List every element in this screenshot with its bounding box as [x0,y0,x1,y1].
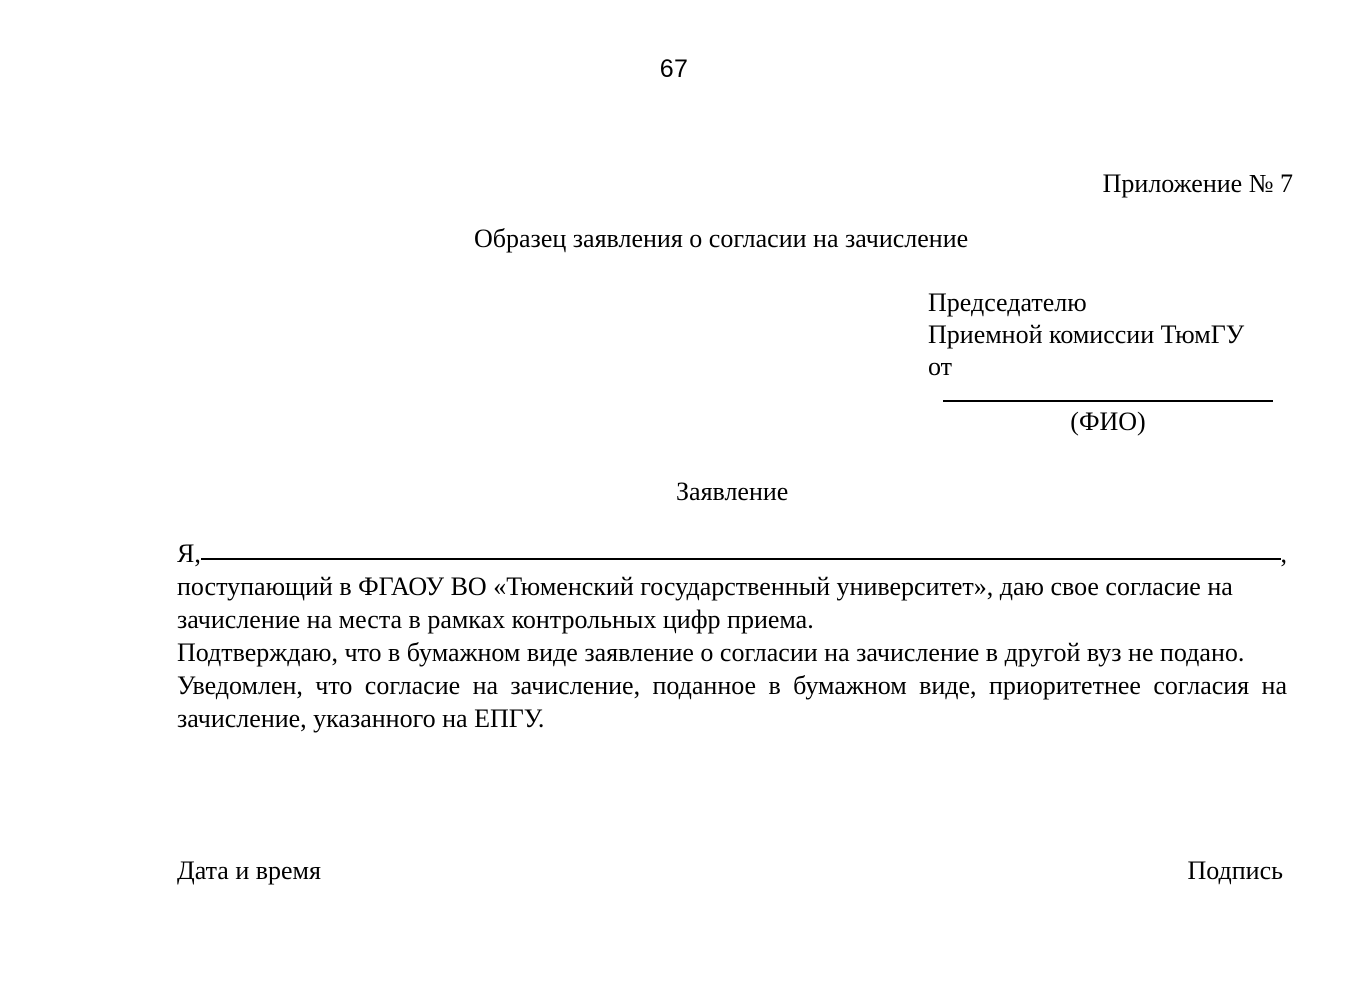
applicant-name-lead: Я, [177,539,201,568]
page-number: 67 [659,55,689,83]
document-body [177,536,1287,735]
statement-heading: Заявление [676,477,789,506]
body-paragraph-consent: поступающий в ФГАОУ ВО «Тюменский государственный университет», даю свое согласие на зачисление на места в рамках контрольных цифр приема. [177,572,1233,634]
addressee-line-commission: Приемной комиссии ТюмГУ [928,320,1245,349]
applicant-name-trail: , [1280,539,1287,568]
applicant-name-line [177,536,1287,570]
fio-block [943,400,1273,438]
addressee-line-from: от [928,352,953,381]
body-paragraph-notice: Уведомлен, что согласие на зачисление, поданное в бумажном виде, приоритетнее согласия на зачисление, указанного на ЕПГУ. [177,671,1287,733]
body-paragraph-confirmation: Подтверждаю, что в бумажном виде заявление о согласии на зачисление в другой вуз не подано. [177,638,1245,667]
date-time-label: Дата и время [177,856,321,885]
addressee-block [928,287,1288,383]
appendix-label: Приложение № 7 [1102,169,1293,198]
fio-caption: (ФИО) [1070,407,1146,436]
document-subtitle: Образец заявления о согласии на зачисление [474,224,969,253]
applicant-name-blank [201,536,1281,562]
addressee-line-chairman: Председателю [928,288,1087,317]
signature-label: Подпись [1187,856,1283,885]
document-footer [177,855,1283,887]
